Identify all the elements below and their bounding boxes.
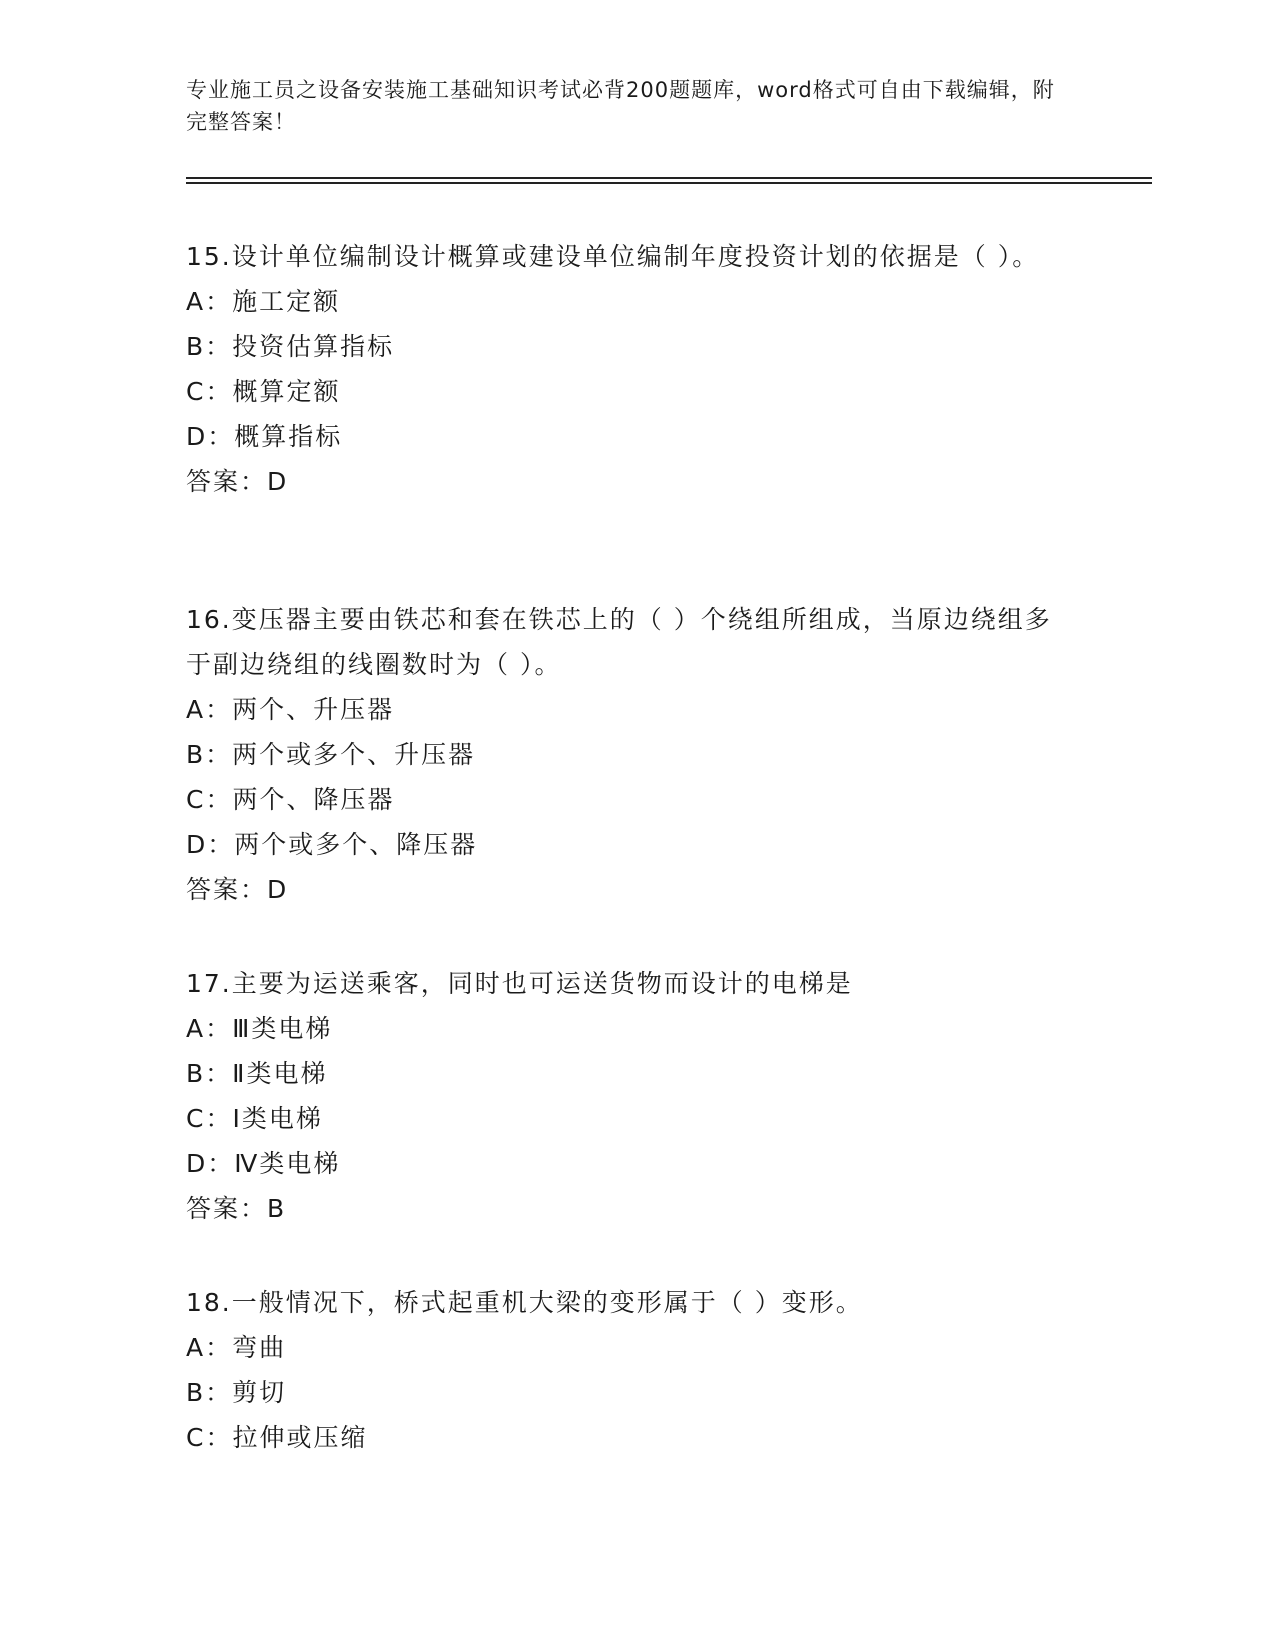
header-divider-bottom [186, 182, 1152, 184]
option-b: B：Ⅱ类电梯 [186, 1059, 328, 1088]
option-a: A：两个、升压器 [186, 695, 395, 724]
option-a: A：弯曲 [186, 1333, 287, 1362]
question-18 [186, 1280, 1066, 1460]
question-text: 16.变压器主要由铁芯和套在铁芯上的（ ）个绕组所组成，当原边绕组多于副边绕组的线圈数时为（ ）。 [186, 605, 1052, 679]
option-d: D：两个或多个、降压器 [186, 830, 478, 859]
option-a: A：Ⅲ类电梯 [186, 1014, 333, 1043]
option-c: C：Ⅰ类电梯 [186, 1104, 323, 1133]
option-b: B：投资估算指标 [186, 332, 395, 361]
question-text: 15.设计单位编制设计概算或建设单位编制年度投资计划的依据是（ ）。 [186, 242, 1040, 271]
option-d: D：概算指标 [186, 422, 343, 451]
question-text: 17.主要为运送乘客，同时也可运送货物而设计的电梯是 [186, 969, 853, 998]
document-header: 专业施工员之设备安装施工基础知识考试必背200题题库，word格式可自由下载编辑，附完整答案！ [186, 78, 1055, 134]
question-15 [186, 234, 1066, 504]
option-c: C：概算定额 [186, 377, 341, 406]
option-c: C：两个、降压器 [186, 785, 395, 814]
question-16 [186, 597, 1066, 912]
answer: 答案：B [186, 1194, 287, 1223]
question-text: 18.一般情况下，桥式起重机大梁的变形属于（ ）变形。 [186, 1288, 863, 1317]
question-17 [186, 961, 1066, 1231]
answer: 答案：D [186, 467, 289, 496]
option-d: D：Ⅳ类电梯 [186, 1149, 341, 1178]
option-c: C：拉伸或压缩 [186, 1423, 368, 1452]
answer: 答案：D [186, 875, 289, 904]
option-a: A：施工定额 [186, 287, 341, 316]
option-b: B：两个或多个、升压器 [186, 740, 476, 769]
header-divider-top [186, 177, 1152, 179]
option-b: B：剪切 [186, 1378, 287, 1407]
